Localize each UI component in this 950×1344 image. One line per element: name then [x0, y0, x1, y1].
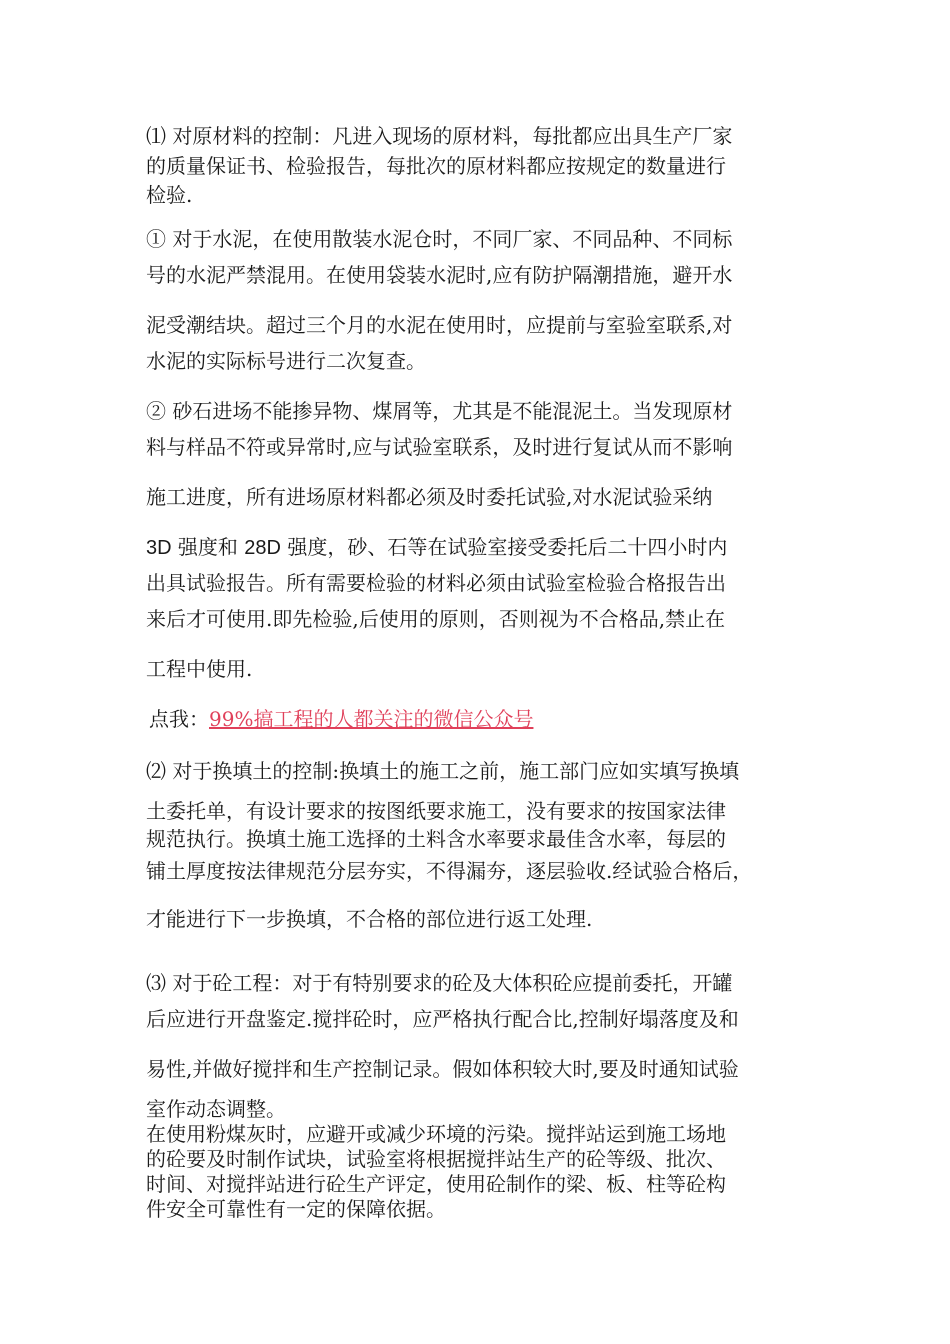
item2-line-7: 工程中使用.	[146, 657, 253, 681]
item2-line-3: 施工进度，所有进场原材料都必须及时委托试验,对水泥试验采纳	[146, 485, 713, 509]
section3-line-2: 后应进行开盘鉴定.搅拌砼时，应严格执行配合比,控制好塌落度及和	[146, 1007, 739, 1031]
wechat-account-link[interactable]: 99%搞工程的人都关注的微信公众号	[209, 707, 534, 731]
item2-line-6: 来后才可使用.即先检验,后使用的原则，否则视为不合格品,禁止在	[146, 607, 726, 631]
section3-line-8: 件安全可靠性有一定的保障依据。	[146, 1197, 446, 1221]
item1-line-2: 号的水泥严禁混用。在使用袋装水泥时,应有防护隔潮措施，避开水	[146, 263, 733, 287]
section1-line-2: 的质量保证书、检验报告，每批次的原材料都应按规定的数量进行	[146, 154, 726, 178]
item2-line-5: 出具试验报告。所有需要检验的材料必须由试验室检验合格报告出	[146, 571, 726, 595]
section3-line-7: 时间、对搅拌站进行砼生产评定，使用砼制作的梁、板、柱等砼构	[146, 1172, 726, 1196]
section2-line-3: 规范执行。换填土施工选择的土料含水率要求最佳含水率，每层的	[146, 827, 726, 851]
item2-line-4-part-d: 强度，砂、石等在试验室接受委托后二十四小时内	[281, 535, 728, 559]
item2-line-4	[146, 534, 727, 561]
section2-line-1: ⑵ 对于换填土的控制:换填土的施工之前，施工部门应如实填写换填	[146, 759, 740, 783]
section3-line-3: 易性,并做好搅拌和生产控制记录。假如体积较大时,要及时通知试验	[146, 1057, 739, 1081]
section3-line-6: 的砼要及时制作试块，试验室将根据搅拌站生产的砼等级、批次、	[146, 1147, 726, 1171]
section2-line-4: 铺土厚度按法律规范分层夯实，不得漏夯，逐层验收.经试验合格后，	[146, 859, 753, 883]
section3-line-1: ⑶ 对于砼工程：对于有特别要求的砼及大体积砼应提前委托，开罐	[146, 971, 733, 995]
promo-prefix: 点我：	[149, 707, 209, 731]
section3-line-4: 室作动态调整。	[146, 1097, 286, 1121]
section1-line-1: ⑴ 对原材料的控制：凡进入现场的原材料，每批都应出具生产厂家	[146, 124, 733, 148]
strength-3d: 3D	[146, 537, 172, 559]
section2-line-2: 土委托单，有设计要求的按图纸要求施工，没有要求的按国家法律	[146, 799, 726, 823]
strength-28d: 28D	[244, 537, 281, 559]
section1-line-3: 检验.	[146, 183, 193, 207]
section2-line-5: 才能进行下一步换填，不合格的部位进行返工处理.	[146, 907, 593, 931]
item2-line-2: 料与样品不符或异常时,应与试验室联系，及时进行复试从而不影响	[146, 435, 733, 459]
item2-line-1: ② 砂石进场不能掺异物、煤屑等，尤其是不能混泥土。当发现原材	[146, 399, 733, 423]
section3-line-5: 在使用粉煤灰时，应避开或减少环境的污染。搅拌站运到施工场地	[146, 1122, 726, 1146]
item1-line-4: 水泥的实际标号进行二次复查。	[146, 349, 426, 373]
item1-line-3: 泥受潮结块。超过三个月的水泥在使用时，应提前与室验室联系,对	[146, 313, 733, 337]
promo-line	[149, 706, 533, 732]
item2-line-4-part-b: 强度和	[171, 535, 245, 559]
item1-line-1: ① 对于水泥，在使用散装水泥仓时，不同厂家、不同品种、不同标	[146, 227, 733, 251]
